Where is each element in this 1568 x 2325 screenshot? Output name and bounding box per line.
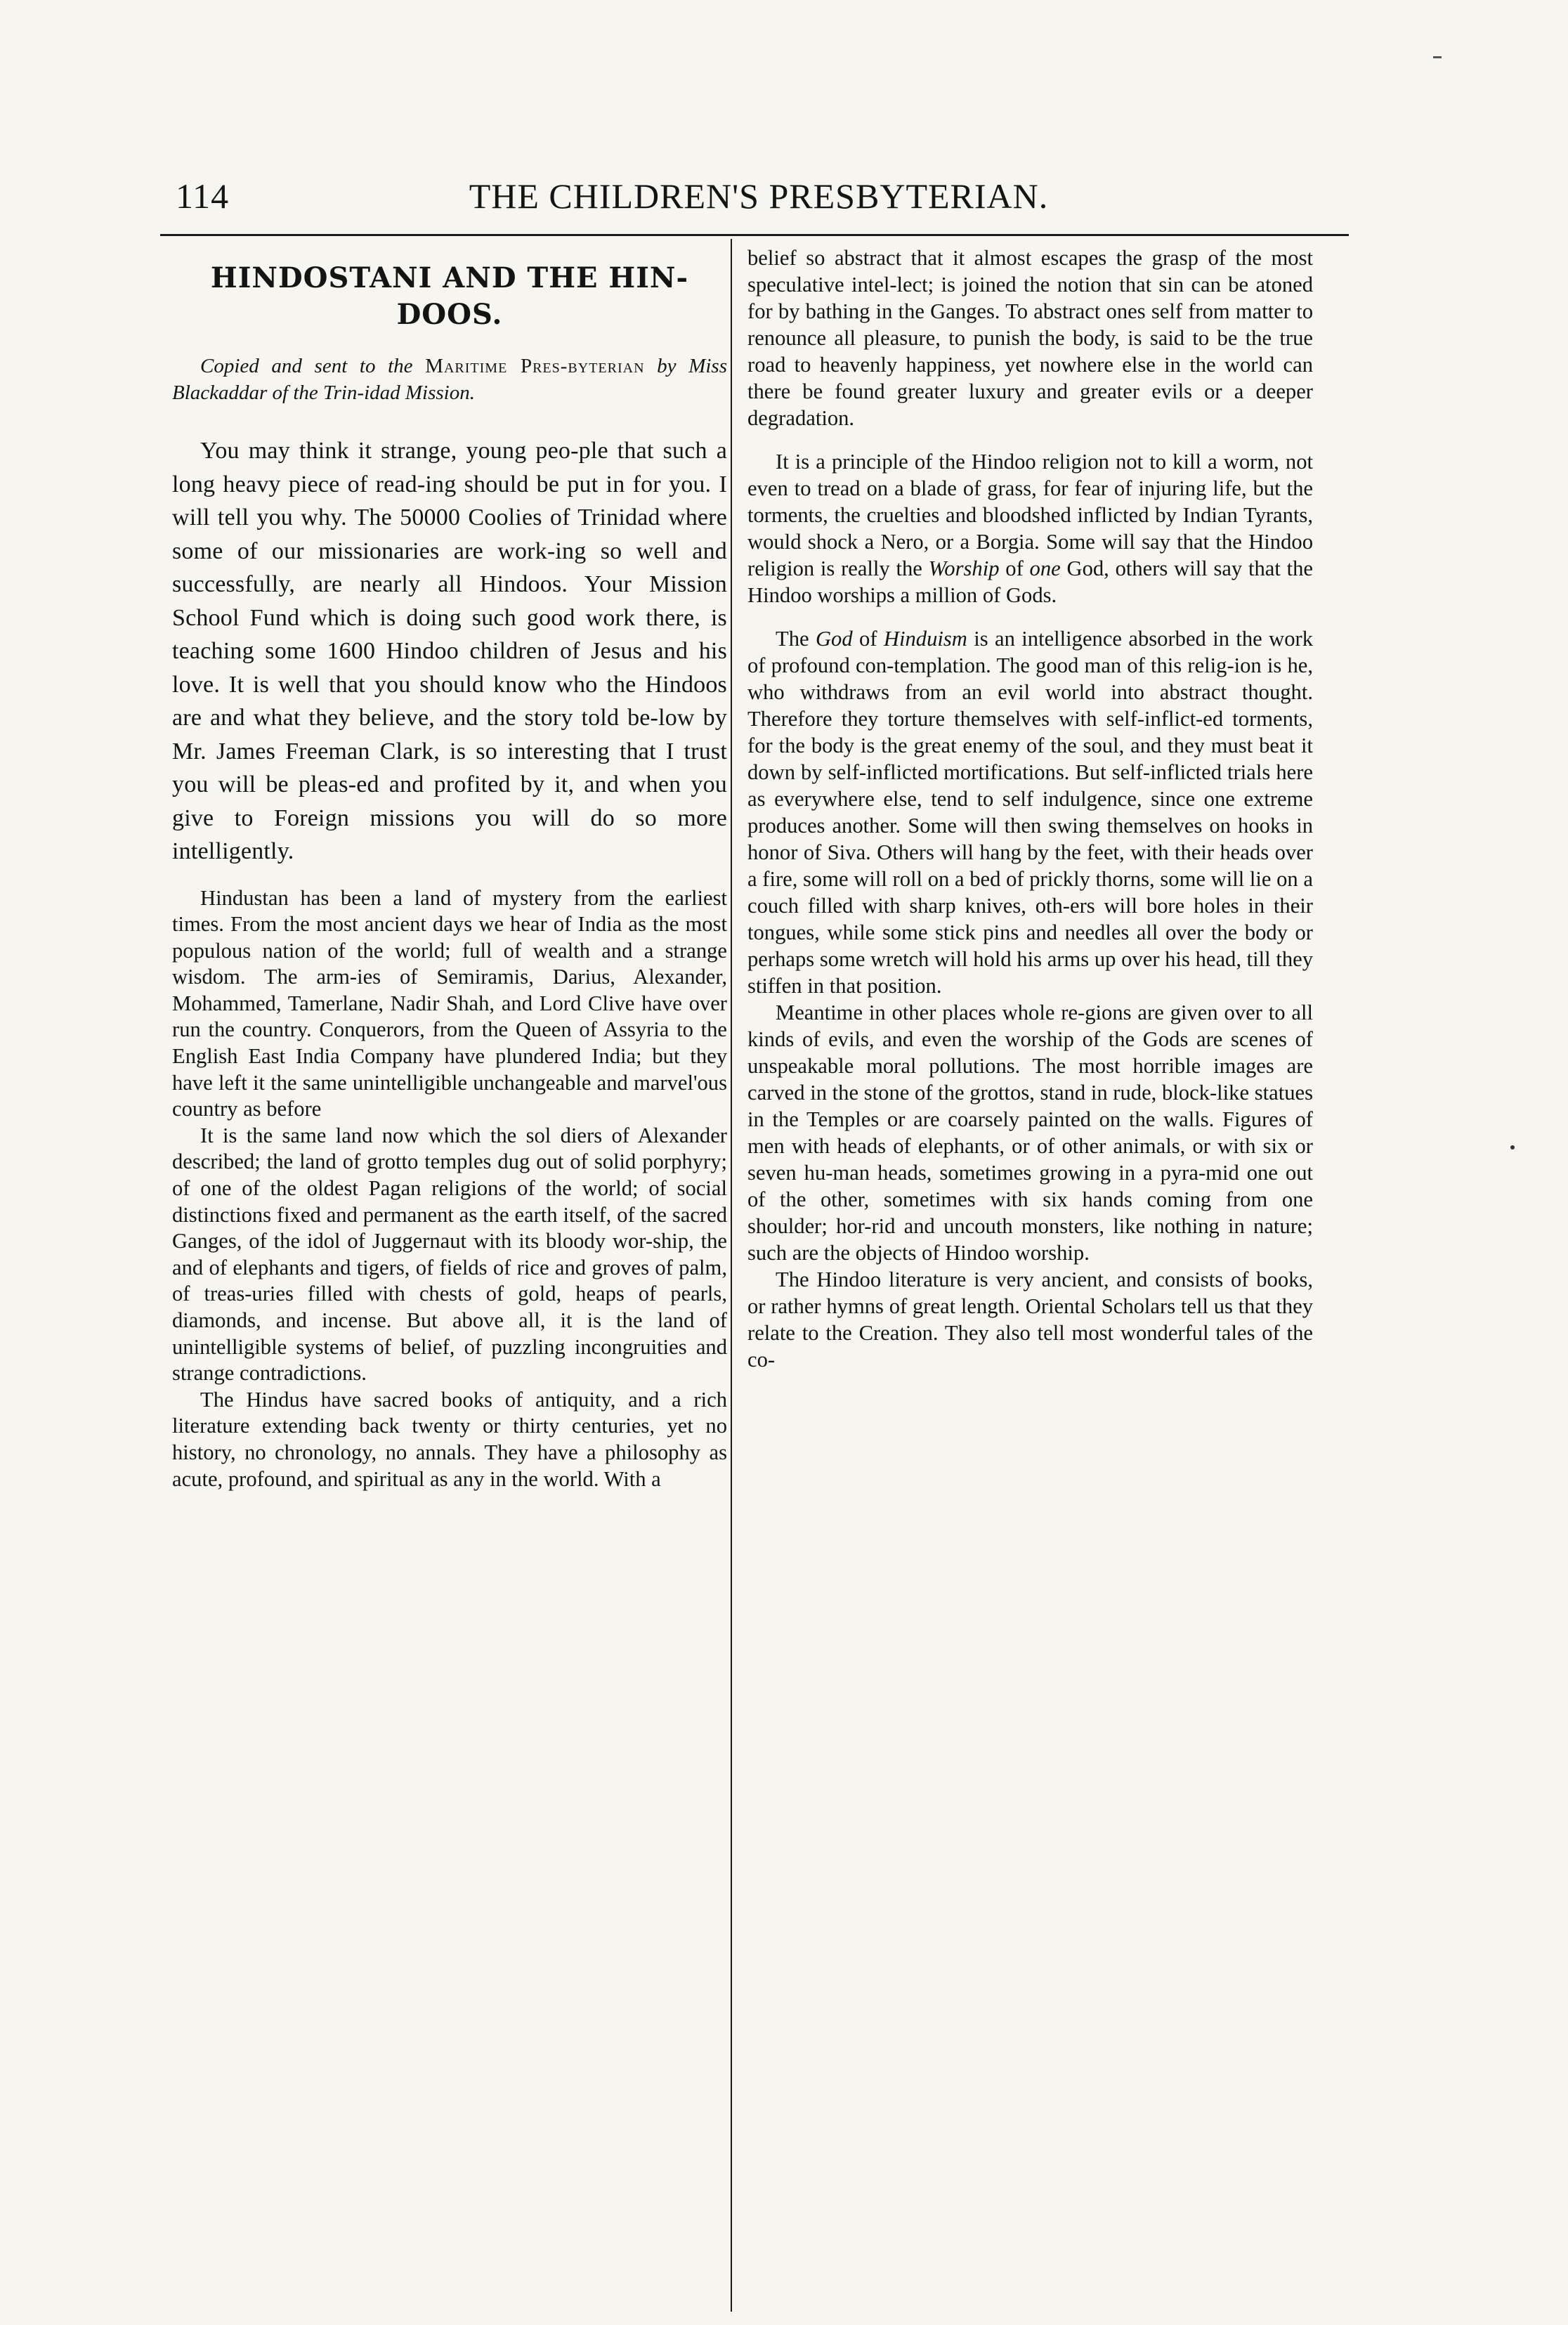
paragraph-text: of — [852, 627, 884, 651]
ink-speck — [1510, 1145, 1515, 1150]
paragraph-text: It is a principle of the Hindoo religion not to kill a worm, not even to tread on a blade of grass, for fear of injuring life, but the torments, the cruelties and bloodshed inflicted by Indian Tyrants, would shock a Nero, or a Borgia. Some will say that the Hindoo religion is really the — [747, 450, 1313, 580]
subtitle-publication: Maritime Pres-byterian — [425, 355, 645, 377]
paragraph: Meantime in other places whole re-gions are given over to all kinds of evils, and even the worship of the Gods are scenes of unspeakable moral pollutions. The most horrible images are carved in the stone of the grottos, stand in rude, block-like statues in the Temples or are coarsely painted on the walls. Figures of men with heads of elephants, or of other animals, or with six or seven hu-man heads, sometimes growing in a pyra-mid one out of the other, sometimes with six hands coming from one shoulder; hor-rid and uncouth monsters, like nothing in nature; such are the objects of Hindoo worship. — [747, 1001, 1313, 1265]
paragraph: The Hindus have sacred books of antiquity, and a rich literature extending back twenty or thirty centuries, yet no history, no chronology, no annals. They have a philosophy as acute, profound, and spiritual as any in the world. With a — [172, 1387, 727, 1491]
header-rule — [160, 234, 1349, 236]
paragraph-text: God, others will say that the Hindoo worships a million of Gods. — [747, 556, 1313, 607]
emphasis-god: God — [815, 627, 853, 651]
emphasis-worship: Worship — [928, 556, 1000, 580]
paragraph — [747, 625, 1313, 999]
column-rule — [731, 239, 732, 2312]
paragraph-text: The — [776, 627, 816, 651]
emphasis-hinduism: Hinduism — [883, 627, 967, 651]
paragraph: It is the same land now which the sol diers of Alexander described; the land of grotto temples dug out of solid porphyry; of one of the oldest Pagan religions of the world; of social distinctions fixed and permanent as the earth itself, of the sacred Ganges, of the idol of Juggernaut with its bloody wor-ship, the and of elephants and tigers, of fields of rice and groves of palm, of treas-uries filled with chests of gold, heaps of pearls, diamonds, and incense. But above all, it is the land of unintelligible systems of belief, of puzzling incongruities and strange contradictions. — [172, 1123, 727, 1386]
paragraph-intro: You may think it strange, young peo-ple that such a long heavy piece of read-ing should be put in for you. I will tell you why. The 50000 Coolies of Trinidad where some of our missionaries are work-ing so well and successfully, are nearly all Hindoos. Your Mission School Fund which is doing such good work there, is teaching some 1600 Hindoo children of Jesus and his love. It is well that you should know who the Hindoos are and what they believe, and the story told be-low by Mr. James Freeman Clark, is so interesting that I trust you will be pleas-ed and profited by it, and when you give to Foreign missions you will do so more intelligently. — [172, 438, 727, 864]
page-number: 114 — [176, 176, 230, 216]
paragraph: Hindustan has been a land of mystery from the earliest times. From the most ancient days we hear of India as the most populous nation of the world; full of wealth and a strange wisdom. The arm-ies of Semiramis, Darius, Alexander, Mohammed, Tamerlane, Nadir Shah, and Lord Clive have over run the country. Conquerors, from the Queen of Assyria to the English East India Company have plundered India; but they have left it the same unintelligible unchangeable and marvel'ous country as before — [172, 885, 727, 1121]
paragraph: The Hindoo literature is very ancient, and consists of books, or rather hymns of great length. Oriental Scholars tell us that they relate to the Creation. They also tell most wonderful tales of the co- — [747, 1268, 1313, 1372]
left-column — [172, 245, 727, 1492]
paragraph-text: of — [999, 556, 1030, 580]
paragraph-text: is an intelligence absorbed in the work of profound con-templation. The good man of this relig-ion is he, who withdraws from an evil world into abstract thought. Therefore they torture themselves with self-inflict-ed torments, for the body is the great enemy of the soul, and they must beat it down by self-inflicted mortifications. But self-inflicted trials here as everywhere else, tend to self indulgence, since one extreme produces another. Some will then swing themselves on hooks in honor of Siva. Others will hang by the feet, with their heads over a fire, some will roll on a bed of prickly thorns, some will lie on a couch filled with sharp knives, oth-ers will bore holes in their tongues, while some stick pins and needles all over the body or perhaps some wretch will hold his arms up over his head, till they stiffen in that position. — [747, 627, 1314, 998]
article-title-line-2: DOOS. — [396, 298, 503, 331]
paragraph — [747, 448, 1313, 608]
right-column — [747, 245, 1313, 1373]
article-title-line-1: HINDOSTANI AND THE HIN- — [210, 261, 689, 294]
margin-mark — [1433, 56, 1442, 58]
article-subtitle — [172, 353, 727, 406]
article-title — [172, 260, 727, 333]
subtitle-text-a: Copied and sent to the — [200, 355, 426, 377]
subtitle-text-c: by Miss Blackaddar of the Trin-idad Mission. — [172, 355, 727, 404]
emphasis-one: one — [1029, 556, 1061, 580]
paragraph-continued: belief so abstract that it almost escapes the grasp of the most speculative intel-lect; is joined the notion that sin can be atoned for by bathing in the Ganges. To abstract ones self from matter to renounce all pleasure, to punish the body, is said to be the true road to heavenly happiness, yet nowhere else in the world can there be found greater luxury and greater evils or a deeper degradation. — [747, 246, 1313, 430]
running-title: THE CHILDREN'S PRESBYTERIAN. — [469, 176, 1049, 216]
